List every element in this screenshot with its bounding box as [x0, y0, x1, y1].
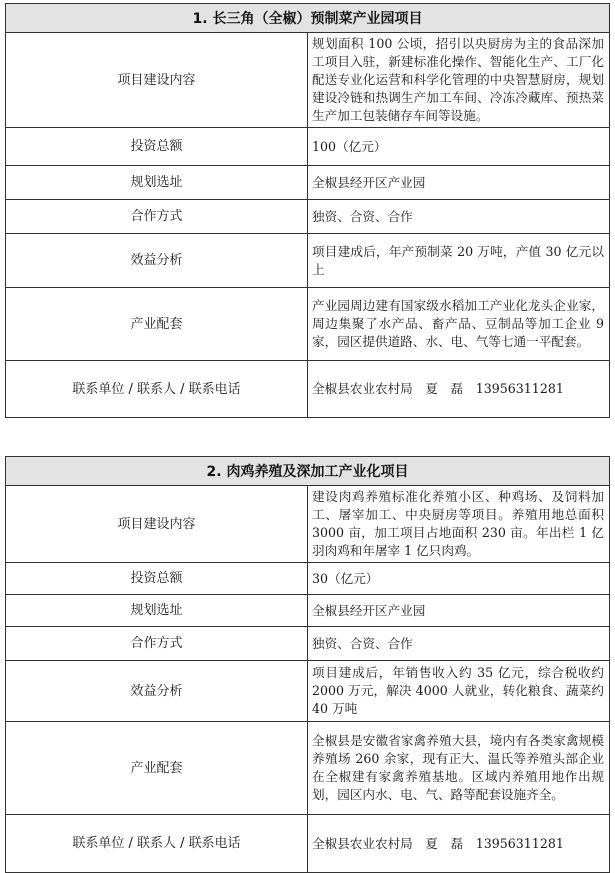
table-row: [6, 661, 610, 722]
row-label-support: 产业配套: [6, 722, 308, 815]
row-value-investment: 30（亿元）: [308, 563, 610, 595]
table-row: [6, 288, 610, 361]
row-value-cooperation: 独资、合资、合作: [308, 627, 610, 661]
row-label-cooperation: 合作方式: [6, 200, 308, 234]
row-value-benefit: 项目建成后，年产预制菜 20 万吨，产值 30 亿元以上: [308, 234, 610, 288]
table-row: [6, 722, 610, 815]
row-value-site: 全椒县经开区产业园: [308, 166, 610, 200]
row-value-investment: 100（亿元）: [308, 128, 610, 166]
table-row: [6, 563, 610, 595]
row-label-content: 项目建设内容: [6, 33, 308, 128]
row-value-contact: 全椒县农业农村局 夏 磊 13956311281: [308, 815, 610, 873]
table-row: [6, 486, 610, 563]
row-value-site: 全椒县经开区产业园: [308, 595, 610, 627]
row-label-support: 产业配套: [6, 288, 308, 361]
table-row: [6, 627, 610, 661]
row-label-content: 项目建设内容: [6, 486, 308, 563]
row-label-cooperation: 合作方式: [6, 627, 308, 661]
table-row: [6, 815, 610, 873]
row-label-investment: 投资总额: [6, 563, 308, 595]
row-label-contact: 联系单位 / 联系人 / 联系电话: [6, 361, 308, 418]
project-title: 2. 肉鸡养殖及深加工产业化项目: [6, 457, 610, 486]
project-table-2: [5, 456, 610, 873]
project-title: 1. 长三角（全椒）预制菜产业园项目: [6, 4, 610, 33]
table-row: [6, 200, 610, 234]
table-row: [6, 33, 610, 128]
table-row: [6, 361, 610, 418]
table-row: [6, 166, 610, 200]
row-value-support: 产业园周边建有国家级水稻加工产业化龙头企业家，周边集聚了水产品、畜产品、豆制品等加工企业 9 家，园区提供道路、水、电、气等七通一平配套。: [308, 288, 610, 361]
row-label-benefit: 效益分析: [6, 234, 308, 288]
row-value-contact: 全椒县农业农村局 夏 磊 13956311281: [308, 361, 610, 418]
row-label-investment: 投资总额: [6, 128, 308, 166]
row-value-cooperation: 独资、合资、合作: [308, 200, 610, 234]
row-value-content: 规划面积 100 公顷，招引以央厨房为主的食品深加工项目入驻，新建标准化操作、智能化生产、工厂化配送专业化运营和科学化管理的中央智慧厨房，规划建设冷链和热调生产加工车间、冷冻冷藏库、预热菜生产加工包装储存车间等设施。: [308, 33, 610, 128]
project-table-1: [5, 3, 610, 418]
row-value-content: 建设肉鸡养殖标准化养殖小区、种鸡场、及饲料加工、屠宰加工、中央厨房等项目。养殖用地总面积 3000 亩，加工项目占地面积 230 亩。年出栏 1 亿羽肉鸡和年屠宰 1 亿只肉鸡。: [308, 486, 610, 563]
row-label-site: 规划选址: [6, 595, 308, 627]
row-label-benefit: 效益分析: [6, 661, 308, 722]
table-row: [6, 595, 610, 627]
row-value-benefit: 项目建成后，年销售收入约 35 亿元，综合税收约 2000 万元，解决 4000 人就业，转化粮食、蔬菜约 40 万吨: [308, 661, 610, 722]
row-label-site: 规划选址: [6, 166, 308, 200]
table-row: [6, 128, 610, 166]
table-row: [6, 234, 610, 288]
row-value-support: 全椒县是安徽省家禽养殖大县，境内有各类家禽规模养殖场 260 余家，现有正大、温氏等养殖头部企业在全椒建有家禽养殖基地。区域内养殖用地作出规划，园区内水、电、气、路等配套设施齐全。: [308, 722, 610, 815]
row-label-contact: 联系单位 / 联系人 / 联系电话: [6, 815, 308, 873]
